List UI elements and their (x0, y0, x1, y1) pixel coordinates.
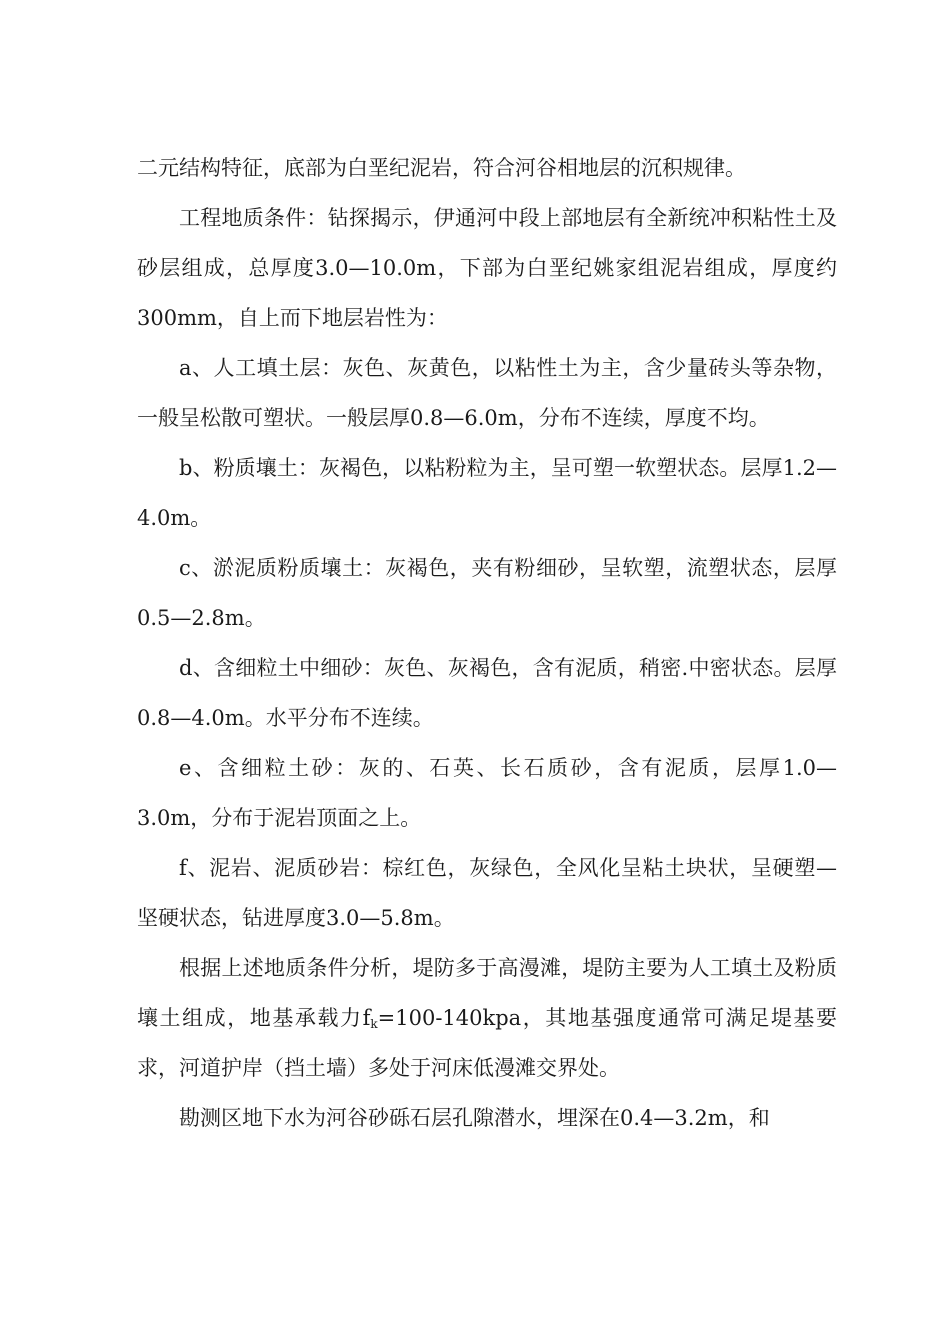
paragraph-8: f、泥岩、泥质砂岩：棕红色，灰绿色，全风化呈粘土块状，呈硬塑—坚硬状态，钻进厚度3.0—5.8m。 (137, 856, 837, 930)
paragraph-9-text-before: 根据上述地质条件分析，堤防多于高漫滩，堤防主要为人工填土及粉质壤土组成，地基承载力f (137, 956, 837, 1030)
paragraph-10: 勘测区地下水为河谷砂砾石层孔隙潜水，埋深在0.4—3.2m，和 (179, 1106, 770, 1130)
paragraph-5: c、淤泥质粉质壤土：灰褐色，夹有粉细砂，呈软塑，流塑状态，层厚0.5—2.8m。 (137, 556, 837, 630)
paragraph-9 (137, 943, 837, 1093)
bearing-capacity-subscript: k (370, 1017, 378, 1031)
paragraph-3: a、人工填土层：灰色、灰黄色，以粘性土为主，含少量砖头等杂物，一般呈松散可塑状。一般层厚0.8—6.0m，分布不连续，厚度不均。 (137, 356, 837, 430)
paragraph-1: 二元结构特征，底部为白垩纪泥岩，符合河谷相地层的沉积规律。 (137, 156, 746, 180)
paragraph-9-text-after: =100-140kpa，其地基强度通常可满足堤基要求，河道护岸（挡土墙）多处于河床低漫滩交界处。 (137, 1006, 837, 1080)
paragraph-7: e、含细粒土砂：灰的、石英、长石质砂，含有泥质，层厚1.0—3.0m，分布于泥岩顶面之上。 (137, 756, 837, 830)
paragraph-6: d、含细粒土中细砂：灰色、灰褐色，含有泥质，稍密.中密状态。层厚0.8—4.0m。水平分布不连续。 (137, 656, 837, 730)
paragraph-4: b、粉质壤土：灰褐色，以粘粉粒为主，呈可塑一软塑状态。层厚1.2—4.0m。 (137, 456, 837, 530)
paragraph-2: 工程地质条件：钻探揭示，伊通河中段上部地层有全新统冲积粘性土及砂层组成，总厚度3.0—10.0m，下部为白垩纪姚家组泥岩组成，厚度约300mm，自上而下地层岩性为： (137, 206, 837, 330)
document-body (137, 143, 837, 1143)
